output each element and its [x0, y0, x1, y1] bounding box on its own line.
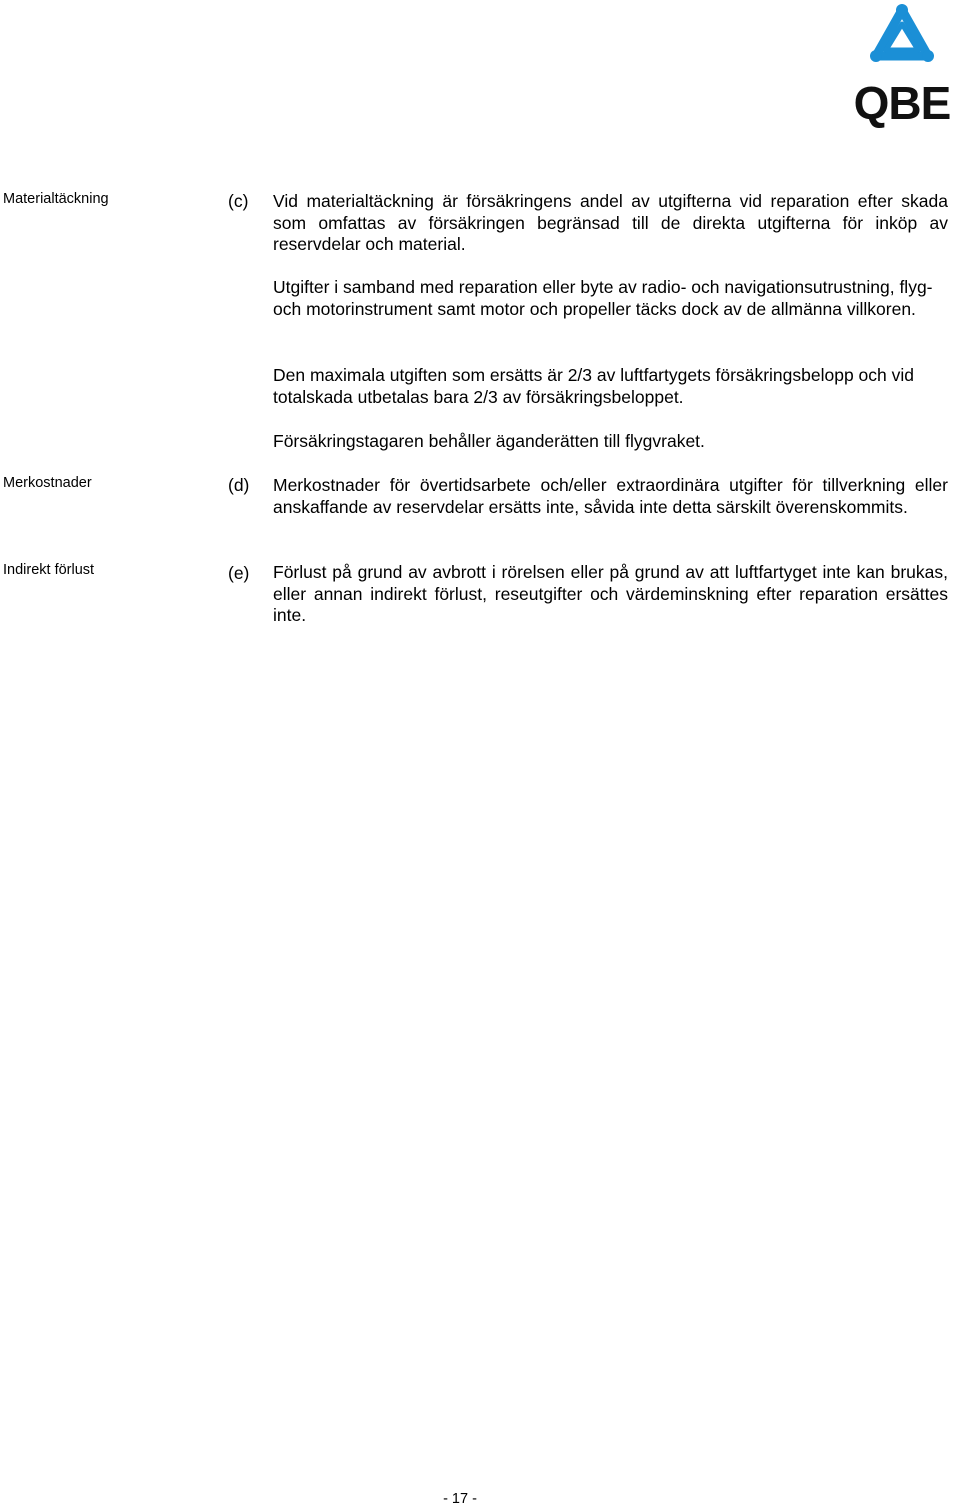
- paragraph: Merkostnader för övertidsarbete och/eller extraordinära utgifter för tillverkning eller anskaffande av reservdelar ersätts inte, såvida inte detta särskilt överenskommits.: [273, 475, 948, 517]
- page-number: - 17 -: [443, 1491, 477, 1507]
- logo-wordmark: QBE: [853, 77, 951, 129]
- paragraph: Försäkringstagaren behåller äganderätten till flygvraket.: [273, 431, 705, 451]
- paragraph: Vid materialtäckning är försäkringens andel av utgifterna vid reparation efter skada som omfattas av försäkringen begränsad till de direkta utgifterna för inköp av reservdelar och material.: [273, 191, 948, 255]
- item-marker: (c): [228, 191, 249, 211]
- paragraph: Utgifter i samband med reparation eller byte av radio- och navigationsutrustning, flyg- och motorinstrument samt motor och propeller täcks dock av de allmänna villkoren.: [273, 277, 933, 319]
- item-marker: (e): [228, 563, 250, 583]
- side-label: Indirekt förlust: [3, 562, 95, 578]
- qbe-emblem-icon: [846, 0, 958, 80]
- item-marker: (d): [228, 475, 250, 495]
- page-footer: [0, 1490, 960, 1508]
- paragraph: Förlust på grund av avbrott i rörelsen eller på grund av att luftfartyget inte kan brukas, eller annan indirekt förlust, reseutgifter och värdeminskning efter reparation ersättes inte.: [273, 562, 948, 626]
- qbe-logo: [846, 0, 958, 134]
- paragraph: Den maximala utgiften som ersätts är 2/3 av luftfartygets försäkringsbelopp och vid totalskada utbetalas bara 2/3 av försäkringsbeloppet.: [273, 365, 914, 407]
- side-label: Merkostnader: [3, 475, 92, 491]
- side-label: Materialtäckning: [3, 191, 109, 207]
